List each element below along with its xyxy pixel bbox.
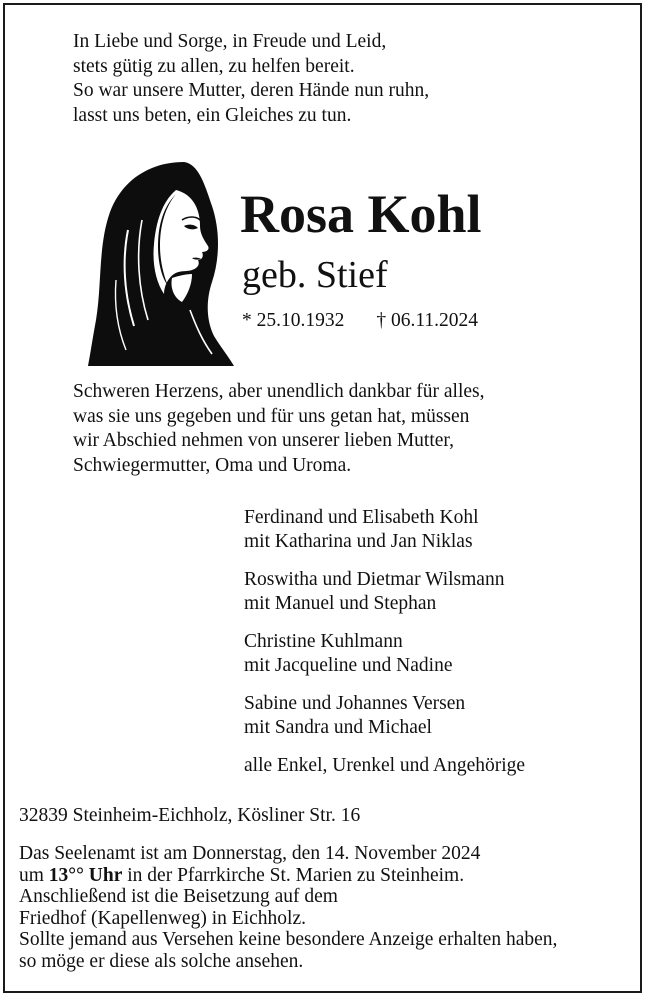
deceased-name: Rosa Kohl <box>240 184 482 244</box>
family-names: Ferdinand und Elisabeth Kohl <box>244 507 479 528</box>
service-details <box>19 843 557 972</box>
service-time: 13°° Uhr <box>48 864 123 886</box>
family-names: alle Enkel, Urenkel und Angehörige <box>244 755 526 776</box>
service-line: Das Seelenamt ist am Donnerstag, den 14. November 2024 <box>19 843 481 864</box>
mourner-family <box>244 506 525 554</box>
intro-line: was sie uns gegeben und für uns getan hat, müssen <box>73 405 470 427</box>
madonna-silhouette-icon <box>88 160 234 366</box>
family-children: mit Katharina und Jan Niklas <box>244 531 473 552</box>
mourner-family <box>244 568 525 616</box>
poem-line: stets gütig zu allen, zu helfen bereit. <box>73 55 355 77</box>
death-date: † 06.11.2024 <box>376 310 479 331</box>
mourner-family <box>244 692 525 740</box>
intro-line: Schweren Herzens, aber unendlich dankbar für alles, <box>73 381 485 402</box>
service-line: so möge er diese als solche ansehen. <box>19 950 304 972</box>
family-children: mit Jacqueline und Nadine <box>244 655 453 676</box>
poem-line: lasst uns beten, ein Gleiches zu tun. <box>73 104 352 126</box>
poem-line: In Liebe und Sorge, in Freude und Leid, <box>73 31 387 52</box>
memorial-poem <box>73 30 429 128</box>
family-names: Roswitha und Dietmar Wilsmann <box>244 569 505 590</box>
family-children: mit Sandra und Michael <box>244 717 432 738</box>
family-names: Sabine und Johannes Versen <box>244 693 466 714</box>
service-time-line: um 13°° Uhr in der Pfarrkirche St. Marien zu Steinheim. <box>19 864 465 886</box>
birth-name: geb. Stief <box>242 254 388 296</box>
intro-text <box>73 380 485 478</box>
service-line: Sollte jemand aus Versehen keine besondere Anzeige erhalten haben, <box>19 929 558 950</box>
service-line: Anschließend ist die Beisetzung auf dem <box>19 886 338 907</box>
poem-line: So war unsere Mutter, deren Hände nun ruhn, <box>73 80 430 101</box>
mourner-family <box>244 754 525 778</box>
family-address: 32839 Steinheim-Eichholz, Kösliner Str. 16 <box>19 805 361 826</box>
service-line: Friedhof (Kapellenweg) in Eichholz. <box>19 907 306 929</box>
mourners-list <box>244 506 525 792</box>
life-dates <box>242 309 478 333</box>
intro-line: Schwiegermutter, Oma und Uroma. <box>73 454 352 476</box>
family-children: mit Manuel und Stephan <box>244 593 437 614</box>
family-names: Christine Kuhlmann <box>244 631 403 652</box>
intro-line: wir Abschied nehmen von unserer lieben Mutter, <box>73 430 454 451</box>
birth-date: * 25.10.1932 <box>242 310 345 331</box>
mourner-family <box>244 630 525 678</box>
